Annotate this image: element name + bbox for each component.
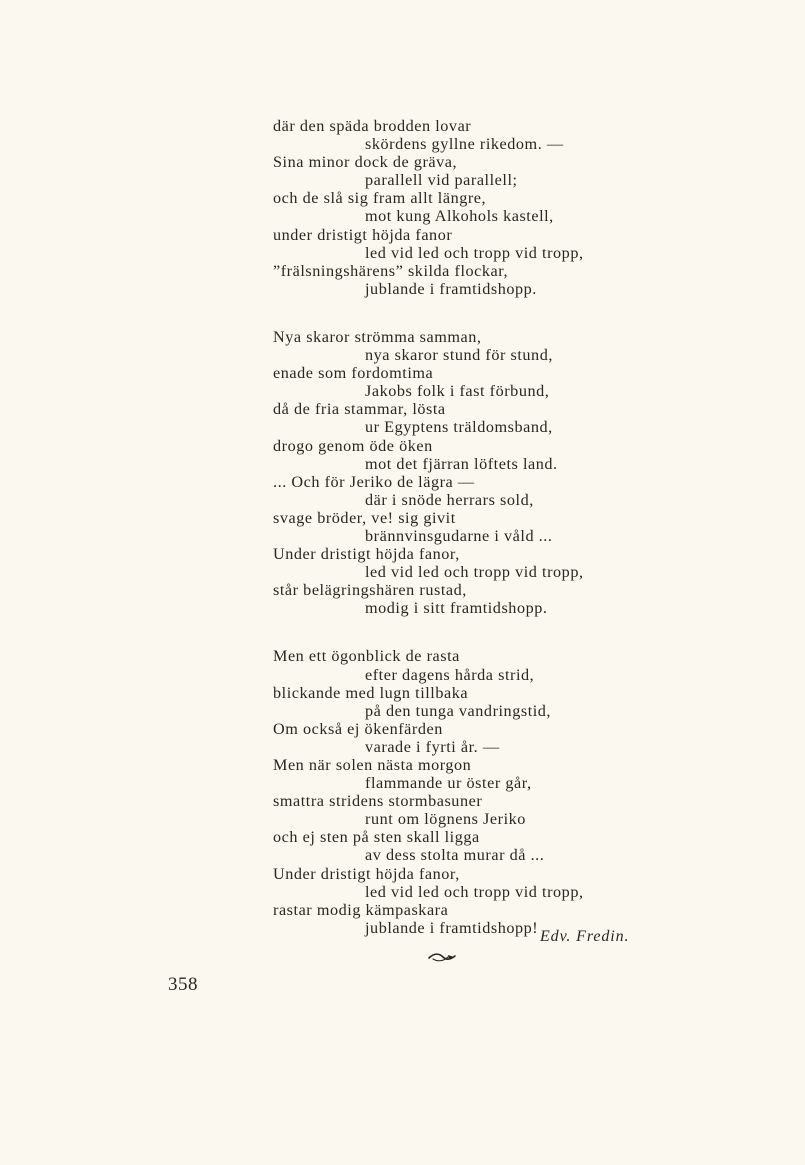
poem-line: står belägringshären rustad, bbox=[273, 581, 467, 600]
poem-line: led vid led och tropp vid tropp, bbox=[365, 563, 584, 582]
poem-line: där i snöde herrars sold, bbox=[365, 490, 534, 509]
poem-line: Under dristigt höjda fanor, bbox=[273, 545, 460, 564]
poem-line: varade i fyrti år. — bbox=[365, 737, 500, 756]
poem-line: Men när solen nästa morgon bbox=[273, 756, 472, 774]
poem-line: då de fria stammar, lösta bbox=[273, 400, 446, 419]
stanza bbox=[273, 328, 653, 618]
poem-line: svage bröder, ve! sig givit bbox=[273, 508, 456, 527]
author-signature: Edv. Fredin. bbox=[540, 928, 630, 945]
poem-line: flammande ur öster går, bbox=[365, 774, 532, 793]
poem-line: rastar modig kämpaskara bbox=[273, 900, 449, 919]
poem-line: Nya skaror strömma samman, bbox=[273, 327, 482, 346]
poem-line: mot det fjärran löftets land. bbox=[365, 454, 558, 473]
poem-line: smattra stridens stormbasuner bbox=[273, 792, 483, 811]
poem-line: led vid led och tropp vid tropp, bbox=[365, 243, 584, 262]
poem-line: Sina minor dock de gräva, bbox=[273, 153, 458, 172]
poem-line: Jakobs folk i fast förbund, bbox=[365, 382, 550, 401]
poem-line: Under dristigt höjda fanor, bbox=[273, 864, 460, 883]
poem-line: Men ett ögonblick de rasta bbox=[273, 647, 460, 666]
poem-line: enade som fordomtima bbox=[273, 364, 434, 383]
flourish-icon bbox=[428, 951, 456, 963]
poem-line: drogo genom öde öken bbox=[273, 436, 433, 455]
poem-line: modig i sitt framtidshopp. bbox=[365, 599, 548, 618]
poem-line: ... Och för Jeriko de lägra — bbox=[273, 472, 475, 491]
poem-line: efter dagens hårda strid, bbox=[365, 665, 535, 684]
poem-line: ”frälsningshärens” skilda flockar, bbox=[273, 261, 509, 280]
stanza bbox=[273, 647, 653, 937]
poem-line: blickande med lugn tillbaka bbox=[273, 683, 469, 702]
stanza bbox=[273, 117, 653, 298]
poem-line: på den tunga vandringstid, bbox=[365, 701, 552, 720]
poem-line: led vid led och tropp vid tropp, bbox=[365, 882, 584, 901]
poem-line: där den späda brodden lovar bbox=[273, 117, 472, 135]
poem-line: och ej sten på sten skall ligga bbox=[273, 828, 480, 847]
poem-line: mot kung Alkohols kastell, bbox=[365, 207, 554, 226]
poem-line: brännvinsgudarne i våld ... bbox=[365, 526, 553, 545]
poem-line: nya skaror stund för stund, bbox=[365, 346, 553, 365]
poem-line: runt om lögnens Jeriko bbox=[365, 810, 526, 829]
poem-line: jublande i framtidshopp. bbox=[365, 279, 537, 298]
poem-line: skördens gyllne rikedom. — bbox=[365, 135, 564, 154]
poem-line: under dristigt höjda fanor bbox=[273, 225, 453, 244]
poem-line: och de slå sig fram allt längre, bbox=[273, 189, 487, 208]
poem-line: av dess stolta murar då ... bbox=[365, 846, 545, 865]
poem-line: Om också ej ökenfärden bbox=[273, 719, 443, 738]
poem bbox=[273, 117, 653, 937]
poem-line: ur Egyptens träldomsband, bbox=[365, 418, 553, 437]
poem-line: jublande i framtidshopp! bbox=[365, 918, 539, 937]
poem-line: parallell vid parallell; bbox=[365, 171, 518, 190]
page-number: 358 bbox=[168, 974, 198, 995]
